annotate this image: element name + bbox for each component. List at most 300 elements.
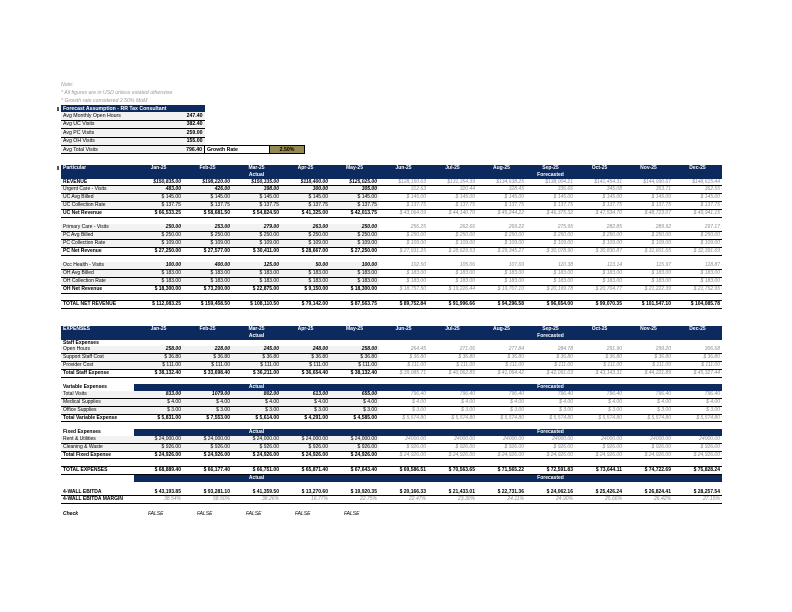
cell-value[interactable]: $ 104,085.78 (673, 301, 722, 309)
cell-value[interactable]: $ 926.00 (428, 443, 477, 451)
cell-value[interactable]: 250.00 (134, 224, 183, 231)
cell-value[interactable]: 110.38 (526, 262, 575, 269)
cell-value[interactable]: $ 27,250.00 (134, 247, 183, 255)
cell-value[interactable]: $ 49,941.15 (673, 209, 722, 217)
cell-value[interactable]: $ 5,574.80 (428, 414, 477, 422)
cell-value[interactable]: $ 36.80 (575, 354, 624, 362)
cell-value[interactable]: $ 41,325.00 (281, 209, 330, 217)
cell-value[interactable]: $128,150.63 (379, 179, 428, 186)
cell-value[interactable]: $ 30,078.90 (526, 247, 575, 255)
cell-value[interactable]: $ 30,411.00 (232, 247, 281, 255)
cell-value[interactable]: $ 183.00 (281, 270, 330, 278)
cell-value[interactable]: $ 250.00 (624, 232, 673, 240)
cell-value[interactable]: $ 145.00 (477, 194, 526, 202)
cell-value[interactable]: $ 183.00 (526, 270, 575, 278)
cell-value[interactable]: 300.00 (281, 186, 330, 194)
cell-value[interactable]: $ 111.00 (673, 361, 722, 369)
cell-value[interactable]: $ 108,110.50 (232, 301, 281, 309)
cell-value[interactable]: $ 183.00 (477, 277, 526, 285)
cell-value[interactable]: $ 183.00 (379, 277, 428, 285)
cell-value[interactable]: $ 24,000.00 (281, 436, 330, 443)
cell-value[interactable]: $ 111.00 (624, 361, 673, 369)
cell-value[interactable]: $ 926.00 (526, 443, 575, 451)
cell-value[interactable]: $ 36.80 (183, 354, 232, 362)
cell-value[interactable]: $ 24,926.00 (232, 451, 281, 459)
cell-value[interactable]: $ 36.80 (624, 354, 673, 362)
cell-value[interactable]: 796.40 (477, 391, 526, 398)
cell-value[interactable]: $ 24,926.00 (624, 451, 673, 459)
cell-value[interactable]: $ 183.00 (428, 277, 477, 285)
cell-value[interactable]: $ 109.00 (477, 239, 526, 247)
cell-value[interactable]: $ 926.00 (330, 443, 379, 451)
cell-value[interactable]: $ 111.00 (183, 361, 232, 369)
cell-value[interactable]: 228.00 (183, 346, 232, 353)
cell-value[interactable]: 655.00 (330, 391, 379, 398)
cell-value[interactable]: 38.54% (134, 496, 183, 504)
cell-value[interactable]: $ 137.75 (477, 201, 526, 209)
cell-value[interactable]: $ 109.00 (232, 239, 281, 247)
cell-value[interactable]: $ 20,704.77 (575, 285, 624, 293)
cell-value[interactable]: $141,454.31 (575, 179, 624, 186)
cell-value[interactable]: $ 4.00 (281, 398, 330, 406)
cell-value[interactable]: $ 75,828.24 (673, 467, 722, 475)
cell-value[interactable]: $ 926.00 (624, 443, 673, 451)
cell-value[interactable]: $ 926.00 (379, 443, 428, 451)
cell-value[interactable]: 27.15% (673, 496, 722, 504)
cell-value[interactable]: $ 54,824.50 (232, 209, 281, 217)
cell-value[interactable]: $ 87,563.75 (330, 301, 379, 309)
cell-value[interactable]: $ 111.00 (134, 361, 183, 369)
cell-value[interactable]: 264.45 (379, 346, 428, 353)
cell-value[interactable]: $ 3.00 (575, 406, 624, 414)
cell-value[interactable]: 25.66% (575, 496, 624, 504)
cell-value[interactable]: $ 4.00 (673, 398, 722, 406)
cell-value[interactable]: $ 111.00 (330, 361, 379, 369)
cell-value[interactable]: $ 29,345.27 (477, 247, 526, 255)
cell-value[interactable]: 802.00 (232, 391, 281, 398)
cell-value[interactable]: $ 183.00 (379, 270, 428, 278)
cell-value[interactable]: $ 926.00 (232, 443, 281, 451)
cell-value[interactable]: 24000.00 (526, 436, 575, 443)
cell-value[interactable]: $ 47,534.70 (575, 209, 624, 217)
cell-value[interactable]: $ 4,585.00 (330, 414, 379, 422)
cell-value[interactable]: 306.68 (673, 346, 722, 353)
cell-value[interactable]: $ 5,574.80 (477, 414, 526, 422)
cell-value[interactable]: $144,990.67 (624, 179, 673, 186)
cell-value[interactable]: $ 36.80 (232, 354, 281, 362)
cell-value[interactable]: 22.47% (379, 496, 428, 504)
cell-value[interactable]: $ 24,926.00 (477, 451, 526, 459)
cell-value[interactable]: $ 109.00 (134, 239, 183, 247)
cell-value[interactable]: $ 31,601.65 (624, 247, 673, 255)
cell-value[interactable]: $118,400.00 (281, 179, 330, 186)
cell-value[interactable]: $ 3.00 (281, 406, 330, 414)
cell-value[interactable]: $ 183.00 (183, 277, 232, 285)
cell-value[interactable]: $ 24,926.00 (379, 451, 428, 459)
cell-value[interactable]: $ 30,830.87 (575, 247, 624, 255)
cell-value[interactable]: $198,220.00 (183, 179, 232, 186)
cell-value[interactable]: $ 24,000.00 (134, 436, 183, 443)
cell-value[interactable]: 113.14 (575, 262, 624, 269)
cell-value[interactable]: $ 58,681.50 (183, 209, 232, 217)
cell-value[interactable]: $ 183.00 (428, 270, 477, 278)
cell-value[interactable]: 24000.00 (428, 436, 477, 443)
cell-value[interactable]: $ 22,731.36 (477, 489, 526, 496)
cell-value[interactable]: 305.00 (330, 186, 379, 194)
cell-value[interactable]: 38.26% (232, 496, 281, 504)
cell-value[interactable]: $ 27,931.25 (379, 247, 428, 255)
cell-value[interactable]: $ 18,757.50 (379, 285, 428, 293)
cell-value[interactable]: $ 33,698.40 (183, 369, 232, 377)
cell-value[interactable]: $ 41,359.50 (232, 489, 281, 496)
cell-value[interactable]: 253.00 (183, 224, 232, 231)
cell-value[interactable]: $ 250.00 (477, 232, 526, 240)
cell-value[interactable]: $ 27,577.00 (183, 247, 232, 255)
cell-value[interactable]: $ 36,211.00 (232, 369, 281, 377)
cell-value[interactable]: $ 73,644.11 (575, 467, 624, 475)
cell-value[interactable]: $ 250.00 (575, 232, 624, 240)
check-value[interactable]: FALSE (344, 510, 360, 517)
cell-value[interactable]: $ 24,000.00 (330, 436, 379, 443)
cell-value[interactable]: 289.92 (624, 224, 673, 231)
cell-value[interactable]: $ 183.00 (232, 277, 281, 285)
cell-value[interactable]: 100.00 (134, 262, 183, 269)
cell-value[interactable]: $ 45,244.22 (477, 209, 526, 217)
cell-value[interactable]: 279.00 (232, 224, 281, 231)
cell-value[interactable]: 24.90% (526, 496, 575, 504)
cell-value[interactable]: $ 145.00 (183, 194, 232, 202)
cell-value[interactable]: $ 109.00 (673, 239, 722, 247)
cell-value[interactable]: 796.40 (624, 391, 673, 398)
cell-value[interactable]: $ 21,433.01 (428, 489, 477, 496)
check-value[interactable]: FALSE (148, 510, 164, 517)
cell-value[interactable]: $ 111.00 (526, 361, 575, 369)
cell-value[interactable]: $ 24,926.00 (330, 451, 379, 459)
cell-value[interactable]: $ 159,458.50 (183, 301, 232, 309)
cell-value[interactable]: $ 250.00 (183, 232, 232, 240)
assumption-value[interactable]: 382.40 (180, 120, 205, 128)
cell-value[interactable]: $ 38,132.40 (330, 369, 379, 377)
cell-value[interactable]: $ 183.00 (134, 277, 183, 285)
cell-value[interactable]: $ 137.75 (673, 201, 722, 209)
growth-rate-value[interactable]: 2.50% (270, 145, 305, 153)
cell-value[interactable]: $ 183.00 (183, 270, 232, 278)
cell-value[interactable]: $ 183.00 (673, 277, 722, 285)
cell-value[interactable]: $ 250.00 (673, 232, 722, 240)
cell-value[interactable]: $ 18,300.00 (134, 285, 183, 293)
cell-value[interactable]: 796.40 (575, 391, 624, 398)
cell-value[interactable]: $ 109.00 (330, 239, 379, 247)
cell-value[interactable]: $ 25,426.24 (575, 489, 624, 496)
cell-value[interactable]: $ 44,221.89 (624, 369, 673, 377)
cell-value[interactable]: 299.20 (624, 346, 673, 353)
cell-value[interactable]: $ 24,926.00 (183, 451, 232, 459)
cell-value[interactable]: $ 24,926.00 (673, 451, 722, 459)
cell-value[interactable]: 23.30% (428, 496, 477, 504)
cell-value[interactable]: $ 28,257.54 (673, 489, 722, 496)
cell-value[interactable]: $ 4.00 (575, 398, 624, 406)
cell-value[interactable]: 1079.00 (183, 391, 232, 398)
cell-value[interactable]: $ 250.00 (379, 232, 428, 240)
cell-value[interactable]: $ 926.00 (281, 443, 330, 451)
cell-value[interactable]: $ 3.00 (673, 406, 722, 414)
cell-value[interactable]: $ 7,553.00 (183, 414, 232, 422)
cell-value[interactable]: 291.90 (575, 346, 624, 353)
cell-value[interactable]: $ 112,083.25 (134, 301, 183, 309)
cell-value[interactable]: $ 71,565.22 (477, 467, 526, 475)
cell-value[interactable]: $ 9,150.00 (281, 285, 330, 293)
cell-value[interactable]: $ 926.00 (183, 443, 232, 451)
cell-value[interactable]: $ 24,926.00 (281, 451, 330, 459)
cell-value[interactable]: $ 41,064.42 (477, 369, 526, 377)
cell-value[interactable]: $ 68,889.40 (134, 467, 183, 475)
cell-value[interactable]: $ 89,752.84 (379, 301, 428, 309)
cell-value[interactable]: 250.00 (330, 224, 379, 231)
cell-value[interactable]: $ 3.00 (428, 406, 477, 414)
cell-value[interactable]: $ 43,064.09 (379, 209, 428, 217)
cell-value[interactable]: $ 19,226.44 (428, 285, 477, 293)
cell-value[interactable]: $138,004.21 (526, 179, 575, 186)
cell-value[interactable]: 483.00 (134, 186, 183, 194)
cell-value[interactable]: $ 24,062.16 (526, 489, 575, 496)
cell-value[interactable]: $150,835.00 (134, 179, 183, 186)
cell-value[interactable]: $ 183.00 (575, 270, 624, 278)
cell-value[interactable]: $ 137.75 (575, 201, 624, 209)
cell-value[interactable]: $ 250.00 (330, 232, 379, 240)
cell-value[interactable]: 26.42% (624, 496, 673, 504)
cell-value[interactable]: 263.00 (281, 224, 330, 231)
cell-value[interactable]: $ 3.00 (624, 406, 673, 414)
cell-value[interactable]: $ 66,177.40 (183, 467, 232, 475)
cell-value[interactable]: 115.97 (624, 262, 673, 269)
cell-value[interactable]: 345.08 (575, 186, 624, 194)
cell-value[interactable]: $ 19,707.10 (477, 285, 526, 293)
cell-value[interactable]: $ 109.00 (183, 239, 232, 247)
cell-value[interactable]: 796.40 (673, 391, 722, 398)
cell-value[interactable]: $ 27,250.00 (330, 247, 379, 255)
cell-value[interactable]: $ 183.00 (330, 270, 379, 278)
cell-value[interactable]: 353.71 (624, 186, 673, 194)
cell-value[interactable]: $ 4.00 (428, 398, 477, 406)
cell-value[interactable]: $ 24,926.00 (575, 451, 624, 459)
cell-value[interactable]: 24000.00 (379, 436, 428, 443)
cell-value[interactable]: 50.00 (281, 262, 330, 269)
cell-value[interactable]: $ 93,281.10 (183, 489, 232, 496)
cell-value[interactable]: $ 137.75 (281, 201, 330, 209)
cell-value[interactable]: $ 109.00 (281, 239, 330, 247)
cell-value[interactable]: $ 24,000.00 (183, 436, 232, 443)
cell-value[interactable]: $ 109.00 (624, 239, 673, 247)
cell-value[interactable]: $ 183.00 (673, 270, 722, 278)
cell-value[interactable]: $ 145.00 (526, 194, 575, 202)
cell-value[interactable]: $ 65,871.40 (281, 467, 330, 475)
cell-value[interactable]: $ 111.00 (281, 361, 330, 369)
cell-value[interactable]: 284.78 (526, 346, 575, 353)
cell-value[interactable]: $ 74,722.69 (624, 467, 673, 475)
cell-value[interactable]: 796.40 (379, 391, 428, 398)
cell-value[interactable]: $ 36.80 (379, 354, 428, 362)
cell-value[interactable]: $ 183.00 (134, 270, 183, 278)
assumption-value[interactable]: 796.40 (180, 145, 205, 153)
cell-value[interactable]: $ 36.80 (477, 354, 526, 362)
cell-value[interactable]: $ 4.00 (330, 398, 379, 406)
cell-value[interactable]: $ 69,586.51 (379, 467, 428, 475)
cell-value[interactable]: $ 183.00 (477, 270, 526, 278)
cell-value[interactable]: $ 4,291.00 (281, 414, 330, 422)
cell-value[interactable]: $ 183.00 (232, 270, 281, 278)
cell-value[interactable]: $ 24,926.00 (526, 451, 575, 459)
cell-value[interactable]: 613.00 (281, 391, 330, 398)
cell-value[interactable]: $ 5,574.80 (526, 414, 575, 422)
cell-value[interactable]: 22.75% (330, 496, 379, 504)
cell-value[interactable]: $ 111.00 (575, 361, 624, 369)
cell-value[interactable]: $ 145.00 (624, 194, 673, 202)
cell-value[interactable]: $ 926.00 (673, 443, 722, 451)
cell-value[interactable]: 328.45 (477, 186, 526, 194)
cell-value[interactable]: 833.00 (134, 391, 183, 398)
cell-value[interactable]: 258.00 (330, 346, 379, 353)
cell-value[interactable]: $ 3.00 (330, 406, 379, 414)
cell-value[interactable]: 24000.00 (624, 436, 673, 443)
cell-value[interactable]: $ 4.00 (134, 398, 183, 406)
check-value[interactable]: FALSE (295, 510, 311, 517)
cell-value[interactable]: $ 70,563.65 (428, 467, 477, 475)
cell-value[interactable]: 282.85 (575, 224, 624, 231)
cell-value[interactable]: $ 250.00 (281, 232, 330, 240)
cell-value[interactable]: 248.00 (281, 346, 330, 353)
cell-value[interactable]: $ 137.75 (232, 201, 281, 209)
cell-value[interactable]: $ 4.00 (379, 398, 428, 406)
cell-value[interactable]: $ 32,391.69 (673, 247, 722, 255)
cell-value[interactable]: 320.44 (428, 186, 477, 194)
cell-value[interactable]: $ 3.00 (232, 406, 281, 414)
cell-value[interactable]: $ 96,654.00 (526, 301, 575, 309)
check-value[interactable]: FALSE (246, 510, 262, 517)
cell-value[interactable]: $ 5,574.80 (673, 414, 722, 422)
cell-value[interactable]: $ 101,547.10 (624, 301, 673, 309)
cell-value[interactable]: $ 19,920.35 (330, 489, 379, 496)
cell-value[interactable]: $ 36.80 (526, 354, 575, 362)
cell-value[interactable]: $ 5,614.00 (232, 414, 281, 422)
cell-value[interactable]: $ 24,926.00 (134, 451, 183, 459)
cell-value[interactable]: $ 79,142.00 (281, 301, 330, 309)
cell-value[interactable]: $ 111.00 (379, 361, 428, 369)
cell-value[interactable]: 102.50 (379, 262, 428, 269)
cell-value[interactable]: 336.66 (526, 186, 575, 194)
cell-value[interactable]: $ 109.00 (428, 239, 477, 247)
cell-value[interactable]: $ 137.75 (624, 201, 673, 209)
cell-value[interactable]: $ 926.00 (134, 443, 183, 451)
cell-value[interactable]: $ 137.75 (134, 201, 183, 209)
cell-value[interactable]: $ 4.00 (477, 398, 526, 406)
cell-value[interactable]: $ 145.00 (379, 194, 428, 202)
cell-value[interactable]: $ 67,643.40 (330, 467, 379, 475)
cell-value[interactable]: $ 250.00 (428, 232, 477, 240)
cell-value[interactable]: $ 183.00 (624, 277, 673, 285)
cell-value[interactable]: 24000.00 (575, 436, 624, 443)
cell-value[interactable]: 107.69 (477, 262, 526, 269)
cell-value[interactable]: $ 183.00 (575, 277, 624, 285)
cell-value[interactable]: $ 43,143.31 (575, 369, 624, 377)
check-value[interactable]: FALSE (197, 510, 213, 517)
cell-value[interactable]: 275.95 (526, 224, 575, 231)
cell-value[interactable]: $ 5,574.80 (575, 414, 624, 422)
cell-value[interactable]: $ 250.00 (134, 232, 183, 240)
cell-value[interactable]: $ 137.75 (428, 201, 477, 209)
cell-value[interactable]: $ 145.00 (232, 194, 281, 202)
cell-value[interactable]: $ 48,723.07 (624, 209, 673, 217)
assumption-value[interactable]: 155.00 (180, 137, 205, 145)
cell-value[interactable]: $ 183.00 (624, 270, 673, 278)
cell-value[interactable]: $ 66,533.25 (134, 209, 183, 217)
cell-value[interactable]: 297.17 (673, 224, 722, 231)
cell-value[interactable]: 262.66 (428, 224, 477, 231)
cell-value[interactable]: 16.77% (281, 496, 330, 504)
cell-value[interactable]: $ 109.00 (575, 239, 624, 247)
cell-value[interactable]: $ 28,629.53 (428, 247, 477, 255)
cell-value[interactable]: $ 4.00 (232, 398, 281, 406)
cell-value[interactable]: $ 5,831.00 (134, 414, 183, 422)
cell-value[interactable]: $ 91,996.66 (428, 301, 477, 309)
cell-value[interactable]: $ 45,327.44 (673, 369, 722, 377)
cell-value[interactable]: $150,335.00 (232, 179, 281, 186)
cell-value[interactable]: $ 36.80 (673, 354, 722, 362)
cell-value[interactable]: $ 99,070.35 (575, 301, 624, 309)
cell-value[interactable]: 277.84 (477, 346, 526, 353)
cell-value[interactable]: 24000.00 (477, 436, 526, 443)
cell-value[interactable]: 100.00 (330, 262, 379, 269)
cell-value[interactable]: 271.06 (428, 346, 477, 353)
cell-value[interactable]: $ 26,824.41 (624, 489, 673, 496)
cell-value[interactable]: $ 36.80 (134, 354, 183, 362)
cell-value[interactable]: 796.40 (428, 391, 477, 398)
cell-value[interactable]: $ 42,013.75 (330, 209, 379, 217)
cell-value[interactable]: 312.63 (379, 186, 428, 194)
cell-value[interactable]: 125.00 (232, 262, 281, 269)
cell-value[interactable]: 24000.00 (673, 436, 722, 443)
cell-value[interactable]: $ 94,296.58 (477, 301, 526, 309)
cell-value[interactable]: $ 5,574.80 (379, 414, 428, 422)
cell-value[interactable]: $ 44,140.70 (428, 209, 477, 217)
cell-value[interactable]: 269.22 (477, 224, 526, 231)
cell-value[interactable]: $ 24,000.00 (232, 436, 281, 443)
cell-value[interactable]: 118.87 (673, 262, 722, 269)
cell-value[interactable]: 362.55 (673, 186, 722, 194)
cell-value[interactable]: $148,615.44 (673, 179, 722, 186)
cell-value[interactable]: $ 13,270.60 (281, 489, 330, 496)
cell-value[interactable]: $ 109.00 (526, 239, 575, 247)
cell-value[interactable]: $ 4.00 (183, 398, 232, 406)
cell-value[interactable]: $ 137.75 (183, 201, 232, 209)
cell-value[interactable]: 58.50% (183, 496, 232, 504)
cell-value[interactable]: 426.00 (183, 186, 232, 194)
cell-value[interactable]: $ 145.00 (330, 194, 379, 202)
cell-value[interactable]: $ 250.00 (526, 232, 575, 240)
cell-value[interactable]: $ 3.00 (379, 406, 428, 414)
cell-value[interactable]: $ 926.00 (477, 443, 526, 451)
cell-value[interactable]: $ 145.00 (673, 194, 722, 202)
cell-value[interactable]: $ 36,654.40 (281, 369, 330, 377)
cell-value[interactable]: $ 3.00 (183, 406, 232, 414)
cell-value[interactable]: $ 36.80 (330, 354, 379, 362)
cell-value[interactable]: $ 111.00 (232, 361, 281, 369)
cell-value[interactable]: $ 72,591.83 (526, 467, 575, 475)
cell-value[interactable]: 258.00 (134, 346, 183, 353)
cell-value[interactable]: $ 38,132.40 (134, 369, 183, 377)
cell-value[interactable]: $ 66,751.00 (232, 467, 281, 475)
cell-value[interactable]: 105.06 (428, 262, 477, 269)
cell-value[interactable]: $ 137.75 (330, 201, 379, 209)
